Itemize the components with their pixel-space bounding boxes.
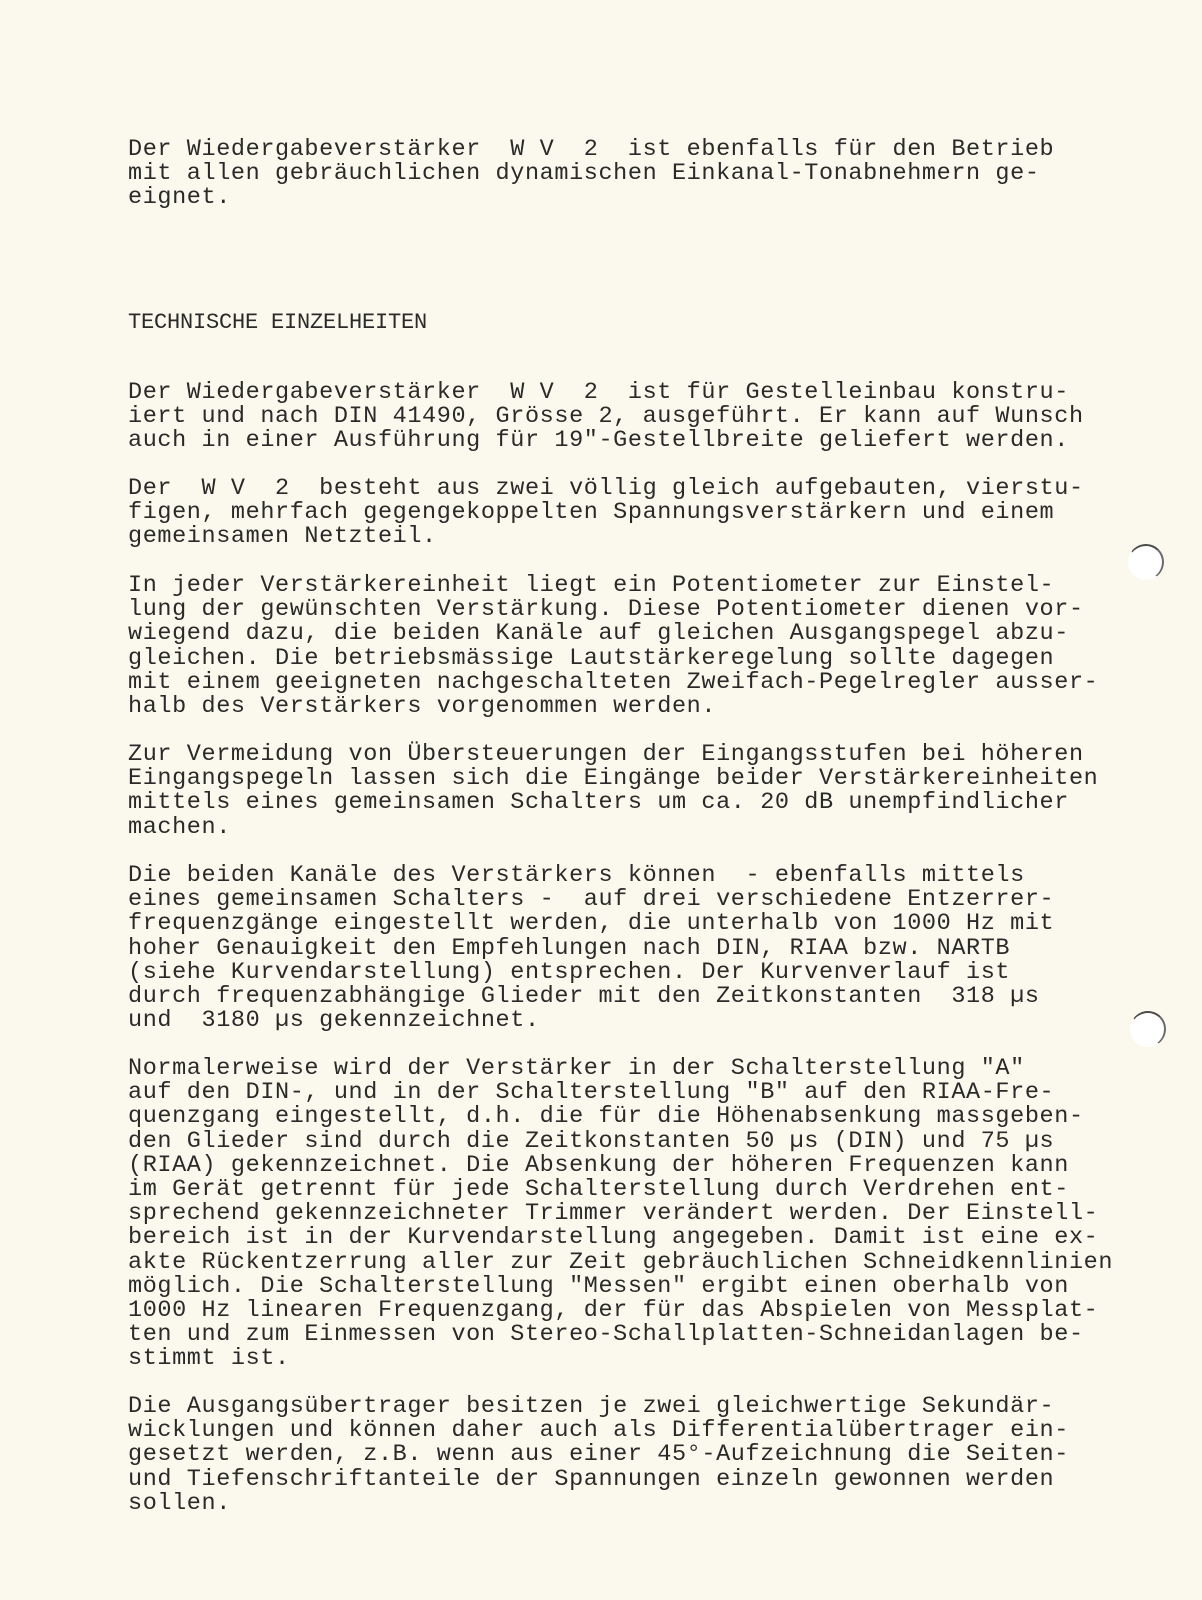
paragraph-equalizer [128, 864, 1128, 1033]
text-line: akte Rückentzerrung aller zur Zeit gebräuchlichen Schneidkennlinien [128, 1248, 1114, 1276]
text-line: figen, mehrfach gegengekoppelten Spannungsverstärkern und einem [128, 499, 1055, 527]
text-line: sollen. [128, 1489, 231, 1517]
text-line: und 3180 µs gekennzeichnet. [128, 1007, 540, 1035]
text-line: im Gerät getrennt für jede Schalterstellung durch Verdrehen ent- [128, 1176, 1069, 1204]
text-line: bereich ist in der Kurvendarstellung angegeben. Damit ist eine ex- [128, 1224, 1099, 1252]
text-line: Die Ausgangsübertrager besitzen je zwei gleichwertige Sekundär- [128, 1393, 1055, 1420]
text-line: wiegend dazu, die beiden Kanäle auf gleichen Ausgangspegel abzu- [128, 620, 1069, 648]
text-line: mittels eines gemeinsamen Schalters um ca. 20 dB unempfindlicher [128, 789, 1069, 817]
text-line: auch in einer Ausführung für 19"-Gestellbreite geliefert werden. [128, 427, 1069, 455]
text-line: 1000 Hz linearen Frequenzgang, der für das Abspielen von Messplat- [128, 1297, 1099, 1325]
text-line: Zur Vermeidung von Übersteuerungen der Eingangsstufen bei höheren [128, 741, 1084, 768]
text-line: lung der gewünschten Verstärkung. Diese Potentiometer dienen vor- [128, 596, 1084, 624]
text-line: eines gemeinsamen Schalters - auf drei verschiedene Entzerrer- [128, 886, 1055, 914]
text-line: iert und nach DIN 41490, Grösse 2, ausgeführt. Er kann auf Wunsch [128, 403, 1084, 431]
text-line: gemeinsamen Netzteil. [128, 523, 437, 551]
text-line: In jeder Verstärkereinheit liegt ein Potentiometer zur Einstel- [128, 572, 1055, 599]
text-line: Normalerweise wird der Verstärker in der Schalterstellung "A" [128, 1055, 1025, 1082]
text-line: stimmt ist. [128, 1345, 290, 1373]
text-line: (RIAA) gekennzeichnet. Die Absenkung der höheren Frequenzen kann [128, 1151, 1069, 1179]
text-line: mit allen gebräuchlichen dynamischen Einkanal-Tonabnehmern ge- [128, 160, 1040, 188]
text-line: sprechend gekennzeichneter Trimmer verändert werden. Der Einstell- [128, 1200, 1099, 1228]
punch-hole-lower [1130, 1011, 1166, 1047]
paragraph-overload [128, 743, 1128, 840]
text-line: durch frequenzabhängige Glieder mit den Zeitkonstanten 318 µs [128, 983, 1040, 1011]
paragraph-output-transformers [128, 1395, 1128, 1516]
text-line: ten und zum Einmessen von Stereo-Schallplatten-Schneidanlagen be- [128, 1321, 1084, 1349]
text-line: (siehe Kurvendarstellung) entsprechen. Der Kurvenverlauf ist [128, 958, 1011, 986]
text-line: wicklungen und können daher auch als Differentialübertrager ein- [128, 1417, 1069, 1445]
text-line: Der Wiedergabeverstärker W V 2 ist für Gestelleinbau konstru- [128, 379, 1069, 406]
text-line: mit einem geeigneten nachgeschalteten Zweifach-Pegelregler ausser- [128, 668, 1099, 696]
paragraph-structure [128, 477, 1128, 550]
text-line: Der W V 2 besteht aus zwei völlig gleich aufgebauten, vierstu- [128, 475, 1084, 502]
text-line: auf den DIN-, und in der Schalterstellung "B" auf den RIAA-Fre- [128, 1079, 1055, 1107]
text-line: quenzgang eingestellt, d.h. die für die Höhenabsenkung massgeben- [128, 1103, 1084, 1131]
text-line: frequenzgänge eingestellt werden, die unterhalb von 1000 Hz mit [128, 910, 1055, 938]
text-line: Eingangspegeln lassen sich die Eingänge beider Verstärkereinheiten [128, 765, 1099, 793]
text-line: gleichen. Die betriebsmässige Lautstärkeregelung sollte dagegen [128, 644, 1055, 672]
text-line: machen. [128, 813, 231, 841]
text-line: möglich. Die Schalterstellung "Messen" ergibt einen oberhalb von [128, 1272, 1069, 1300]
section-heading [128, 311, 1128, 335]
text-line: und Tiefenschriftanteile der Spannungen einzeln gewonnen werden [128, 1465, 1055, 1493]
intro-paragraph [128, 138, 1128, 211]
text-line: hoher Genauigkeit den Empfehlungen nach DIN, RIAA bzw. NARTB [128, 934, 1011, 962]
text-line: den Glieder sind durch die Zeitkonstanten 50 µs (DIN) und 75 µs [128, 1127, 1055, 1155]
text-line: halb des Verstärkers vorgenommen werden. [128, 693, 717, 721]
paragraph-potentiometer [128, 574, 1128, 719]
paragraph-switch-positions [128, 1057, 1128, 1372]
paragraph-construction [128, 381, 1128, 454]
text-line: gesetzt werden, z.B. wenn aus einer 45°-Aufzeichnung die Seiten- [128, 1441, 1069, 1469]
text-line: Die beiden Kanäle des Verstärkers können - ebenfalls mittels [128, 862, 1025, 889]
punch-hole-upper [1128, 544, 1164, 580]
heading-text: TECHNISCHE EINZELHEITEN [128, 310, 428, 335]
text-line: eignet. [128, 184, 231, 212]
text-line: Der Wiedergabeverstärker W V 2 ist ebenfalls für den Betrieb [128, 136, 1055, 163]
